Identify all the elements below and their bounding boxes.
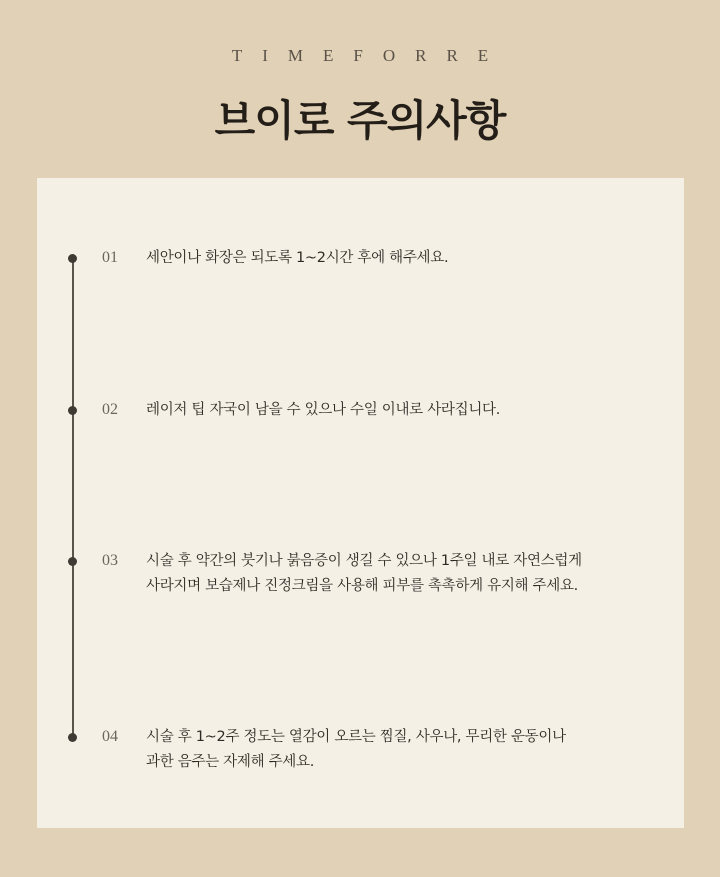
page-title: 브이로 주의사항 (214, 96, 506, 145)
item-number: 03 (102, 552, 118, 569)
timeline-dot (68, 733, 77, 742)
item-number: 01 (102, 249, 118, 266)
brand-logo-text: TIMEFORRE (231, 46, 509, 65)
item-text-line: 사라지며 보습제나 진정크림을 사용해 피부를 촉촉하게 유지해 주세요. (146, 578, 578, 594)
timeline-line (72, 258, 74, 736)
item-text (146, 246, 646, 271)
timeline-dot (68, 557, 77, 566)
item-text-line: 레이저 팁 자국이 남을 수 있으나 수일 이내로 사라집니다. (146, 402, 501, 418)
item-text-line: 세안이나 화장은 되도록 1~2시간 후에 해주세요. (146, 250, 449, 266)
item-text (146, 725, 646, 775)
timeline-dot (68, 254, 77, 263)
item-text (146, 398, 646, 423)
item-number: 04 (102, 728, 118, 745)
item-text-line: 과한 음주는 자제해 주세요. (146, 754, 315, 770)
item-number: 02 (102, 401, 118, 418)
timeline-dot (68, 406, 77, 415)
item-text (146, 549, 646, 599)
item-text-line: 시술 후 1~2주 정도는 열감이 오르는 찜질, 사우나, 무리한 운동이나 (146, 729, 566, 745)
item-text-line: 시술 후 약간의 붓기나 붉음증이 생길 수 있으나 1주일 내로 자연스럽게 (146, 553, 582, 569)
